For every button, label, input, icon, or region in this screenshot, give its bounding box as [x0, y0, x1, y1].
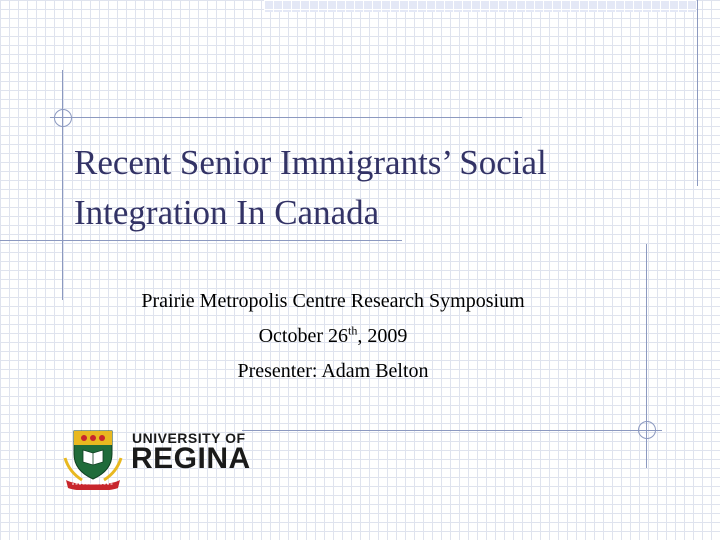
decorative-vertical-line-left [62, 70, 63, 300]
top-decorative-band [264, 0, 696, 12]
slide-subtitle [80, 284, 586, 389]
decorative-horizontal-line-bottom [242, 430, 662, 431]
slide-title [74, 138, 674, 238]
date-superscript: th [348, 323, 358, 338]
decorative-horizontal-line-top [50, 117, 522, 118]
decorative-circle-bottom-right [638, 421, 656, 439]
subtitle-event: Prairie Metropolis Centre Research Symposium [141, 290, 525, 312]
decorative-horizontal-line-middle [0, 240, 402, 241]
title-line-1: Recent Senior Immigrants’ Social [74, 143, 547, 182]
logo-text-regina: REGINA [131, 442, 251, 475]
decorative-vertical-line-right [697, 0, 698, 186]
date-prefix: October 26 [258, 325, 349, 347]
subtitle-presenter: Presenter: Adam Belton [237, 360, 429, 382]
title-line-2: Integration In Canada [74, 193, 380, 232]
logo-text-university-of: UNIVERSITY OF [132, 430, 246, 446]
date-suffix: , 2009 [357, 325, 408, 347]
subtitle-date [80, 319, 586, 354]
decorative-circle-top-left [54, 109, 72, 127]
university-crest-logo [60, 428, 126, 490]
